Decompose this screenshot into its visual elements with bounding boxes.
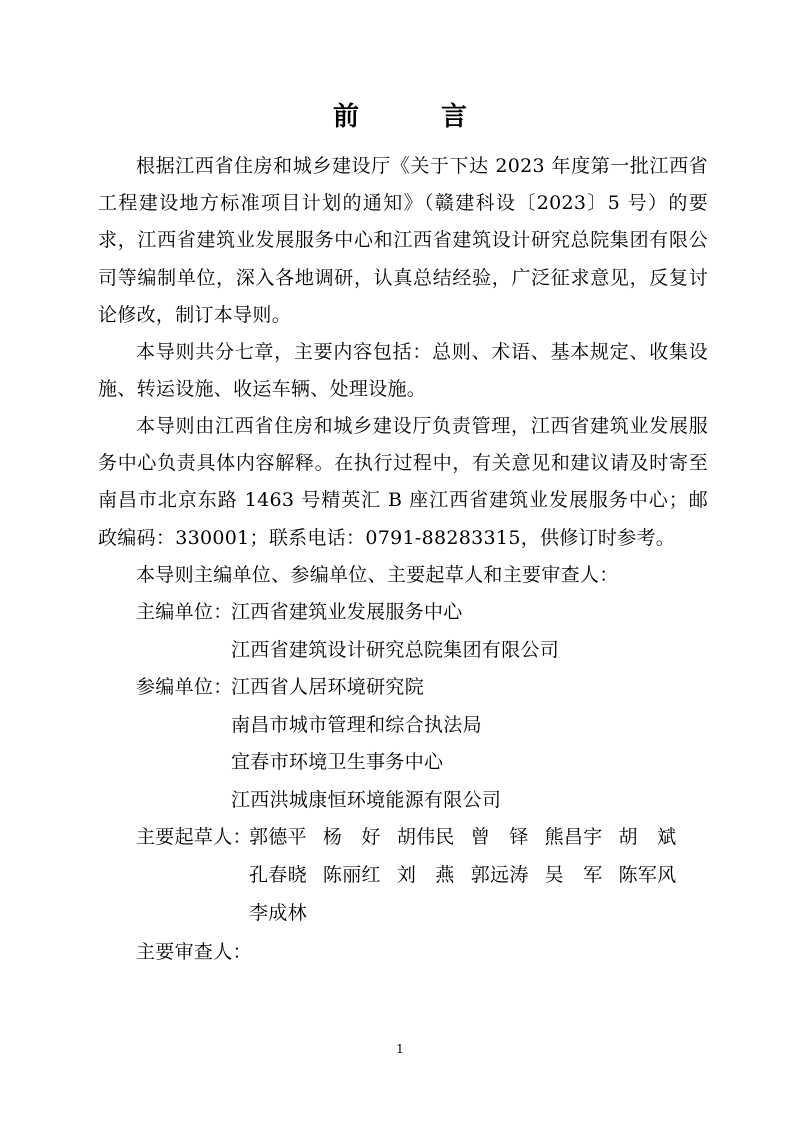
- drafter-name: 熊昌宇: [544, 826, 603, 848]
- page-number: 1: [396, 1042, 404, 1056]
- drafters-row: [249, 819, 692, 856]
- page-title: 前 言: [332, 102, 495, 132]
- participating-unit-item: 南昌市城市管理和综合执法局: [231, 714, 482, 736]
- reviewers-label: 主要审查人：: [136, 941, 252, 963]
- drafter-name: 曾 铎: [470, 826, 529, 848]
- paragraph-participants-intro: 本导则主编单位、参编单位、主要起草人和主要审查人：: [136, 564, 619, 586]
- drafter-name: 刘 燕: [396, 864, 455, 886]
- drafter-name: 郭德平: [249, 826, 307, 848]
- chief-units-label: 主编单位：: [136, 601, 233, 623]
- drafter-name: 郭远涛: [470, 864, 529, 886]
- drafter-name: 杨 好: [322, 826, 381, 848]
- paragraph-contents: 本导则共分七章，主要内容包括：总则、术语、基本规定、收集设施、转运设施、收运车辆、处理设施。: [98, 341, 708, 401]
- paragraph-management: 本导则由江西省住房和城乡建设厅负责管理，江西省建筑业发展服务中心负责具体内容解释。在执行过程中，有关意见和建议请及时寄至南昌市北京东路 1463 号精英汇 B 座江西省建筑业发展服务中心；邮政编码：330001；联系电话：0791-88283315，供修订时参考。: [98, 415, 708, 549]
- drafter-name: 孔春晓: [249, 864, 307, 886]
- drafter-name: 胡伟民: [396, 826, 455, 848]
- drafters-row: [249, 857, 692, 894]
- participating-unit-item: 江西洪城康恒环境能源有限公司: [231, 789, 502, 811]
- chief-unit-item: 江西省建筑设计研究总院集团有限公司: [231, 639, 560, 661]
- drafters-label: 主要起草人：: [136, 826, 252, 848]
- paragraph-basis: 根据江西省住房和城乡建设厅《关于下达 2023 年度第一批江西省工程建设地方标准项目计划的通知》（赣建科设〔2023〕5 号）的要求，江西省建筑业发展服务中心和江西省建筑设计研究总院集团有限公司等编制单位，深入各地调研，认真总结经验，广泛征求意见，反复讨论修改，制订本导则。: [98, 155, 708, 326]
- chief-unit-item: 江西省建筑业发展服务中心: [231, 601, 463, 623]
- drafter-name: 吴 军: [544, 864, 603, 886]
- drafter-name: 李成林: [249, 902, 307, 924]
- drafter-name: 陈军风: [618, 864, 677, 886]
- participating-unit-item: 宜春市环境卫生事务中心: [231, 751, 444, 773]
- participating-unit-item: 江西省人居环境研究院: [231, 676, 425, 698]
- drafter-name: 胡 斌: [618, 826, 677, 848]
- drafters-row: [249, 895, 323, 932]
- drafter-name: 陈丽红: [322, 864, 381, 886]
- participating-units-label: 参编单位：: [136, 676, 233, 698]
